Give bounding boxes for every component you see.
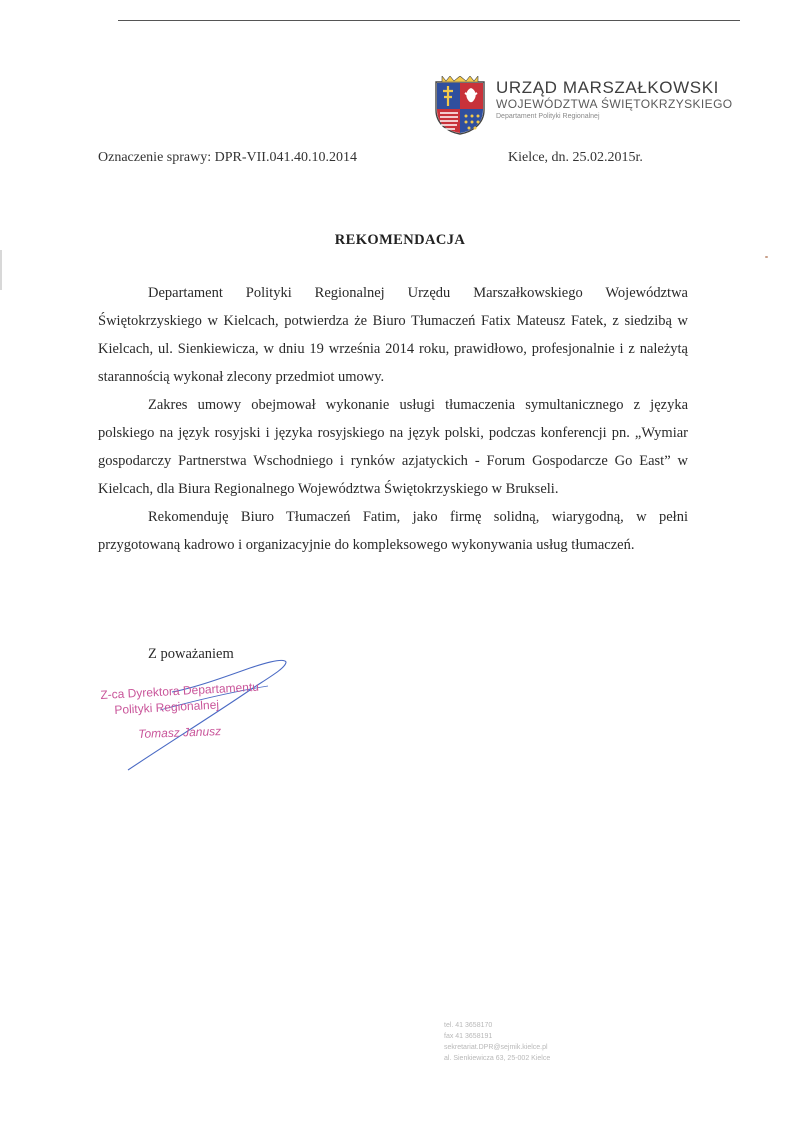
stamp-position: Z-ca Dyrektora Departamentu [100,679,260,702]
footer-phone: tel. 41 3658170 [444,1022,493,1029]
coat-of-arms-icon [432,76,488,136]
footer-address: al. Sienkiewicza 63, 25-002 Kielce [444,1055,551,1062]
paragraph: Zakres umowy obejmował wykonanie usługi tłumaczenia symultanicznego z języka polskiego na język rosyjski i języka rosyjskiego na język polski, podczas konferencji pn. „Wymiar gospodarczy Partnerstwa Wschodniego i rynków azjatyckich - Forum Gospodarcze Go East” w Kielcach, dla Biura Regionalnego Województwa Świętokrzyskiego w Brukseli. [98,397,688,497]
footer-email: sekretariat.DPR@sejmik.kielce.pl [444,1044,548,1051]
official-stamp [100,679,300,758]
paragraph: Rekomenduję Biuro Tłumaczeń Fatim, jako firmę solidną, wiarygodną, w pełni przygotowaną kadrowo i organizacyjnie do kompleksowego wykonywania usług tłumaczeń. [98,509,688,553]
stamp-name: Tomasz Janusz [138,724,222,741]
closing-salutation: Z poważaniem [148,646,234,662]
place-date: Kielce, dn. 25.02.2015r. [508,150,643,165]
letterhead-text [496,79,733,123]
letterhead [432,76,752,136]
stamp-department: Polityki Regionalnej [114,697,220,717]
letter-body [98,279,688,559]
scan-speck [765,256,768,258]
letterhead-title: URZĄD MARSZAŁKOWSKI [496,78,719,97]
letterhead-subtitle: WOJEWÓDZTWA ŚWIĘTOKRZYSKIEGO [496,97,733,111]
footer-fax: fax 41 3658191 [444,1033,493,1040]
letterhead-department: Departament Polityki Regionalnej [496,113,600,120]
document-title: REKOMENDACJA [334,232,466,248]
top-rule [118,20,740,21]
scan-edge-mark [0,250,2,290]
footer-contact [444,1020,550,1064]
case-number: Oznaczenie sprawy: DPR-VII.041.40.10.2014 [98,150,357,165]
paragraph: Departament Polityki Regionalnej Urzędu Marszałkowskiego Województwa Świętokrzyskiego w Kielcach, potwierdza że Biuro Tłumaczeń Fatix Mateusz Fatek, z siedzibą w Kielcach, ul. Sienkiewicza, w dniu 19 września 2014 roku, prawidłowo, profesjonalnie i z należytą starannością wykonał zlecony przedmiot umowy. [98,285,688,385]
